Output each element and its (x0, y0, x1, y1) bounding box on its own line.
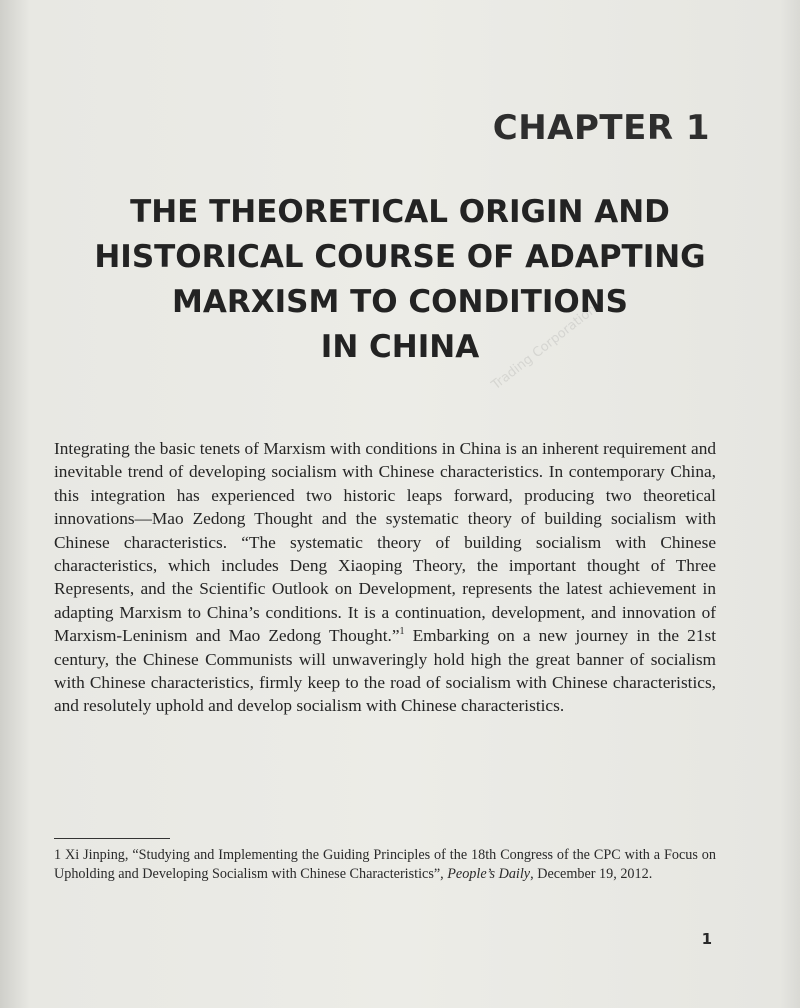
footnote (54, 846, 716, 884)
chapter-label: CHAPTER 1 (492, 108, 710, 148)
chapter-title-line: HISTORICAL COURSE OF ADAPTING (94, 239, 706, 275)
chapter-title-line: MARXISM TO CONDITIONS (171, 284, 629, 320)
body-text-part: Integrating the basic tenets of Marxism with conditions in China is an inherent requirement and inevitable trend of developing socialism with Chinese characteristics. In contemporary China, this integration has experienced two historic leaps forward, producing two theoretical innovations—Mao Zedong Thought and the systematic theory of building socialism with Chinese characteristics. “The systematic theory of building socialism with Chinese characteristics, which includes Deng Xiaoping Theory, the important thought of Three Represents, and the Scientific Outlook on Development, represents the latest achievement in adapting Marxism to China’s conditions. It is a continuation, development, and innovation of Marxism-Leninism and Mao Zedong Thought.” (54, 439, 716, 646)
watermark: Trading Corporation (489, 301, 600, 394)
footnote-source: People’s Daily (447, 866, 531, 882)
footnote-reference: 1 (399, 626, 405, 638)
footnote-text: , December 19, 2012. (530, 866, 653, 882)
chapter-title (40, 190, 760, 370)
body-paragraph (54, 437, 716, 718)
footnote-number: 1 (54, 847, 62, 863)
footnote-text: Xi Jinping, “Studying and Implementing the Guiding Principles of the 18th Congress of the CPC with a Focus on Upholding and Developing Socialism with Chinese Characteristics”, (54, 847, 716, 882)
footnote-divider (54, 838, 170, 839)
chapter-title-line: IN CHINA (320, 329, 480, 365)
page-number: 1 (701, 930, 712, 948)
body-text-part: Embarking on a new journey in the 21st century, the Chinese Communists will unwaveringly hold high the great banner of socialism with Chinese characteristics, firmly keep to the road of socialism with Chinese characteristics, and resolutely uphold and develop socialism with Chinese characteristics. (54, 626, 716, 716)
chapter-title-line: THE THEORETICAL ORIGIN AND (130, 194, 670, 230)
